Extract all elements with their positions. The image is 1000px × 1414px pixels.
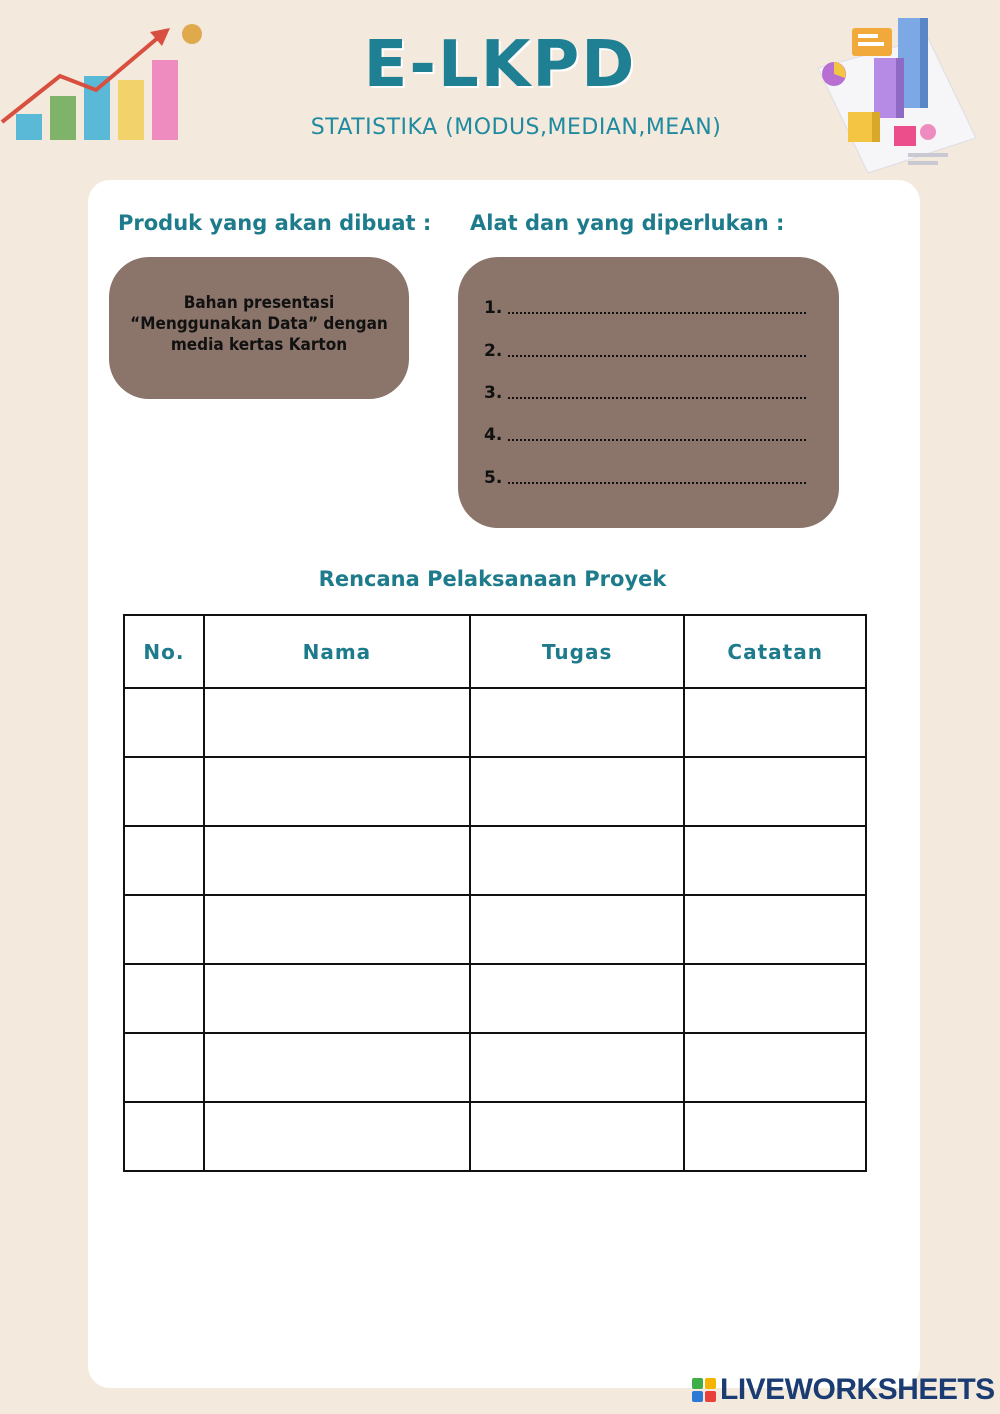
- table-cell[interactable]: [204, 1102, 470, 1171]
- tool-line-1[interactable]: [484, 294, 806, 318]
- table-cell[interactable]: [470, 1033, 684, 1102]
- page-subtitle: STATISTIKA (MODUS,MEDIAN,MEAN): [310, 115, 722, 140]
- table-cell[interactable]: [124, 964, 204, 1033]
- tools-box: [458, 257, 839, 528]
- table-row: [124, 964, 866, 1033]
- tool-answer-blank[interactable]: [508, 439, 806, 441]
- table-cell[interactable]: [204, 895, 470, 964]
- product-label: Produk yang akan dibuat :: [118, 211, 432, 235]
- table-cell[interactable]: [204, 757, 470, 826]
- tool-number: 2.: [484, 341, 503, 361]
- table-row: [124, 1102, 866, 1171]
- table-cell[interactable]: [470, 964, 684, 1033]
- plan-title: Rencana Pelaksanaan Proyek: [318, 567, 667, 591]
- table-cell[interactable]: [204, 964, 470, 1033]
- table-row: [124, 1033, 866, 1102]
- tool-line-4[interactable]: [484, 421, 806, 445]
- tool-number: 4.: [484, 425, 503, 445]
- tool-number: 1.: [484, 298, 503, 318]
- column-header-no: No.: [124, 615, 204, 688]
- tool-number: 5.: [484, 468, 503, 488]
- table-cell[interactable]: [684, 964, 866, 1033]
- table-header-row: [124, 615, 866, 688]
- page-title: E-LKPD: [363, 28, 637, 102]
- product-description: Bahan presentasi “Menggunakan Data” dengan media kertas Karton: [130, 293, 388, 355]
- table-cell[interactable]: [124, 757, 204, 826]
- table-cell[interactable]: [684, 1033, 866, 1102]
- table-cell[interactable]: [124, 1033, 204, 1102]
- table-cell[interactable]: [204, 826, 470, 895]
- table-row: [124, 757, 866, 826]
- column-header-nama: Nama: [204, 615, 470, 688]
- table-cell[interactable]: [470, 895, 684, 964]
- tools-label: Alat dan yang diperlukan :: [470, 211, 785, 235]
- table-cell[interactable]: [684, 757, 866, 826]
- data-analytics-icon: [808, 8, 984, 180]
- table-cell[interactable]: [124, 1102, 204, 1171]
- table-cell[interactable]: [684, 895, 866, 964]
- table-cell[interactable]: [124, 895, 204, 964]
- table-row: [124, 895, 866, 964]
- tool-number: 3.: [484, 383, 503, 403]
- table-cell[interactable]: [204, 1033, 470, 1102]
- column-header-tugas: Tugas: [470, 615, 684, 688]
- table-cell[interactable]: [470, 688, 684, 757]
- table-cell[interactable]: [124, 688, 204, 757]
- table-cell[interactable]: [684, 1102, 866, 1171]
- table-row: [124, 826, 866, 895]
- table-cell[interactable]: [470, 1102, 684, 1171]
- tool-line-2[interactable]: [484, 337, 806, 361]
- tool-answer-blank[interactable]: [508, 355, 806, 357]
- tool-answer-blank[interactable]: [508, 312, 806, 314]
- tool-line-3[interactable]: [484, 379, 806, 403]
- tool-line-5[interactable]: [484, 464, 806, 488]
- table-cell[interactable]: [470, 757, 684, 826]
- liveworksheets-logo-icon: [692, 1378, 716, 1402]
- brand-name: LIVEWORKSHEETS: [720, 1373, 995, 1406]
- table-cell[interactable]: [204, 688, 470, 757]
- table-row: [124, 688, 866, 757]
- liveworksheets-brand[interactable]: [692, 1372, 995, 1408]
- table-cell[interactable]: [684, 688, 866, 757]
- column-header-catatan: Catatan: [684, 615, 866, 688]
- tool-answer-blank[interactable]: [508, 397, 806, 399]
- table-cell[interactable]: [470, 826, 684, 895]
- project-plan-table: [123, 614, 867, 1172]
- table-cell[interactable]: [124, 826, 204, 895]
- tool-answer-blank[interactable]: [508, 482, 806, 484]
- product-box: [109, 257, 409, 399]
- table-cell[interactable]: [684, 826, 866, 895]
